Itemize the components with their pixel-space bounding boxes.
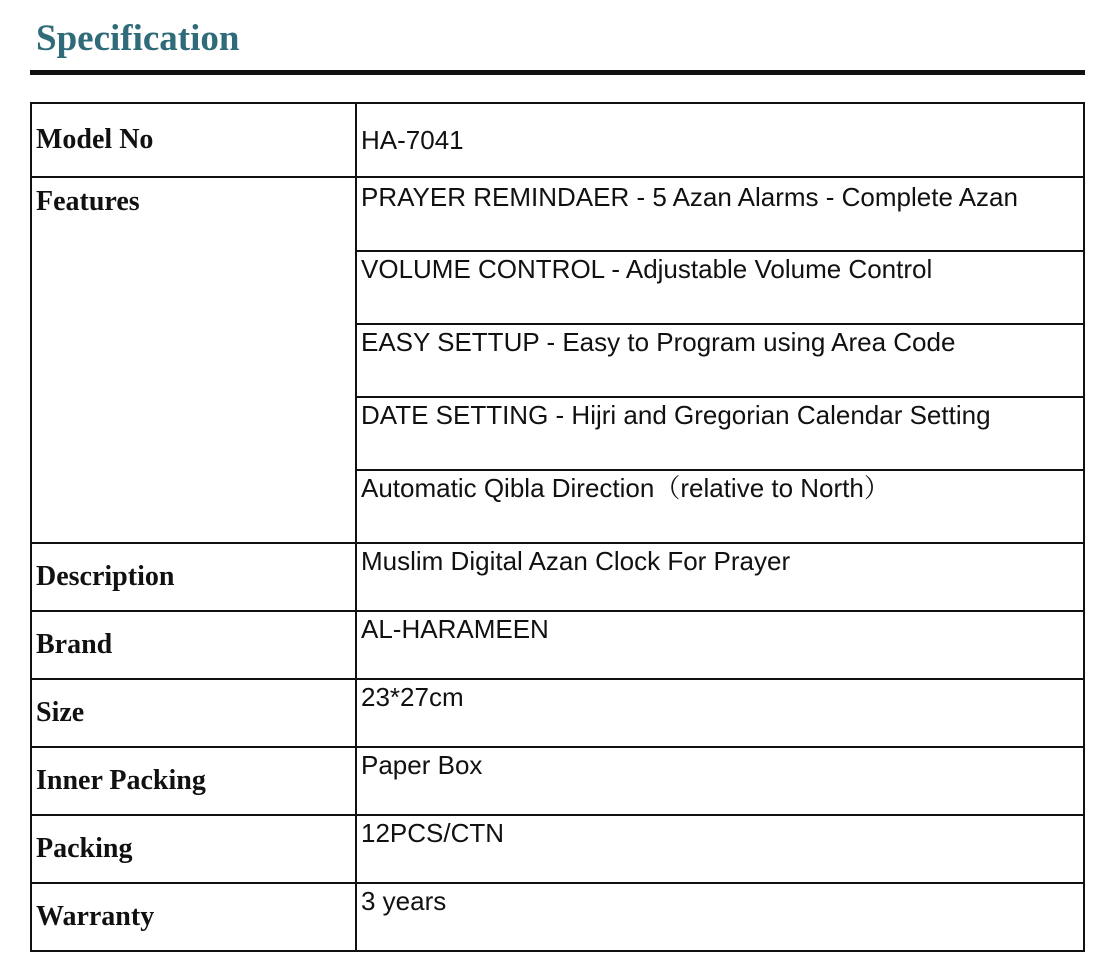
row-value: Paper Box (356, 747, 1084, 815)
table-row-description (31, 543, 1084, 611)
table-row-warranty (31, 883, 1084, 951)
row-value: 23*27cm (356, 679, 1084, 747)
row-value: AL-HARAMEEN (356, 611, 1084, 679)
row-label: Warranty (31, 883, 356, 951)
row-label: Model No (31, 103, 356, 177)
feature-item: EASY SETTUP - Easy to Program using Area Code (356, 324, 1084, 397)
title-divider (30, 70, 1085, 75)
row-value: 12PCS/CTN (356, 815, 1084, 883)
feature-item: PRAYER REMINDAER - 5 Azan Alarms - Complete Azan (356, 177, 1084, 251)
row-value: Muslim Digital Azan Clock For Prayer (356, 543, 1084, 611)
table-row-features (31, 177, 1084, 251)
row-label: Packing (31, 815, 356, 883)
table-row-packing (31, 815, 1084, 883)
table-row-brand (31, 611, 1084, 679)
page-title: Specification (36, 18, 240, 59)
specification-table (30, 102, 1085, 952)
table-row-size (31, 679, 1084, 747)
table-row-model-no (31, 103, 1084, 177)
row-label: Features (31, 177, 356, 543)
feature-item: VOLUME CONTROL - Adjustable Volume Control (356, 251, 1084, 324)
table-row-inner-packing (31, 747, 1084, 815)
row-label: Size (31, 679, 356, 747)
row-label: Inner Packing (31, 747, 356, 815)
row-value: HA-7041 (356, 103, 1084, 177)
feature-item: Automatic Qibla Direction（relative to North） (356, 470, 1084, 543)
row-value: 3 years (356, 883, 1084, 951)
row-label: Description (31, 543, 356, 611)
row-label: Brand (31, 611, 356, 679)
feature-item: DATE SETTING - Hijri and Gregorian Calendar Setting (356, 397, 1084, 470)
